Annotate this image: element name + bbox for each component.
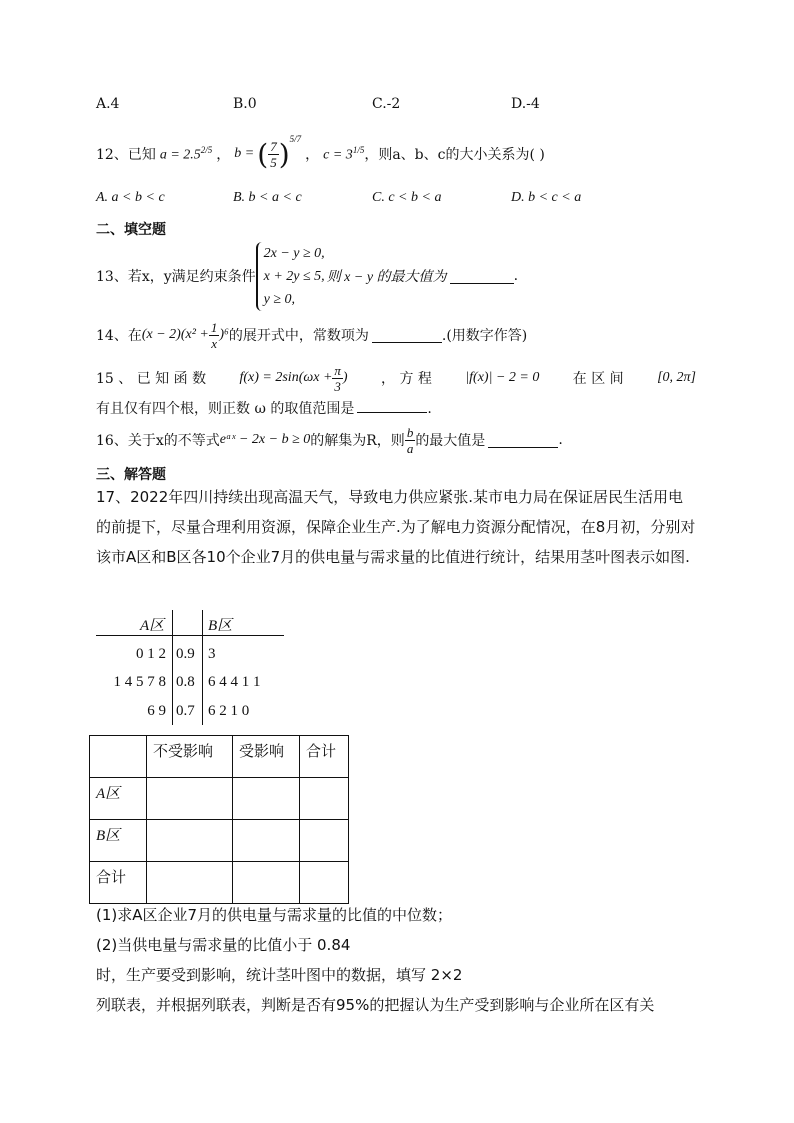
section-answer-heading: 三、解答题 [96, 467, 166, 483]
q15-interval: [0, 2π] [657, 370, 696, 385]
stemleaf-row-right: 3 [208, 646, 216, 662]
q13-tail: 则 x − y 的最大值为 [326, 270, 447, 285]
stemleaf-row-left: 0 1 2 [136, 646, 166, 662]
q14-fraction: $\frac{1}{x}$ [210, 319, 218, 351]
table-cell [233, 778, 300, 820]
q12-option-d: D. b < c < a [511, 190, 582, 205]
section-fill-in-heading: 二、填空题 [96, 222, 166, 238]
q12-b-exp: 5/7 [289, 134, 302, 144]
stemleaf-row-right: 6 2 1 0 [208, 703, 250, 719]
table-row-label: 合计 [90, 862, 147, 904]
q12-a: $a = 2.5^{2/5}$ [159, 144, 213, 163]
q11-option-a: A.4 [96, 96, 120, 112]
table-header-cell: 不受影响 [147, 736, 233, 778]
q12-c: $c = 3^{1/5}$ [323, 144, 365, 163]
q12-lead: 12、已知 [96, 147, 156, 163]
q14-tail: 的展开式中，常数项为 [228, 328, 369, 344]
stemleaf-left-header: A区 [140, 618, 165, 634]
q12-line: 12、已知 $a = 2.5^{2/5}$ ， b = ( $\frac{7}{5}$ ) $^{5/7}$ ， $c = 3^{1/5}$ ，则a、b、c的大小关系为( ) [96, 134, 545, 171]
q14-line: 14、在 (x − 2)(x² + $\frac{1}{x}$ )⁶ 的展开式中，常数项为 .(用数字作答) [96, 319, 528, 351]
stemleaf-row-stem: 0.8 [176, 674, 195, 690]
q16-answer-blank [488, 433, 558, 448]
q12-tail: ，则a、b、c的大小关系为( ) [364, 147, 545, 163]
q16-inequality: eᵃˣ − 2x − b ≥ 0 [219, 432, 311, 447]
q11-option-b: B.0 [233, 96, 257, 112]
table-cell [300, 778, 349, 820]
table-header-cell [90, 736, 147, 778]
table-row-label: B区 [90, 820, 147, 862]
stemleaf-header-rule [96, 635, 284, 636]
stemleaf-row-stem: 0.7 [176, 703, 195, 719]
q17-part2-line1: (2)当供电量与需求量的比值小于 0.84 [96, 936, 351, 954]
q17-problem-text: 17、2022年四川持续出现高温天气，导致电力供应紧张.某市电力局在保证居民生活用电的前提下，尽量合理利用资源，保障企业生产.为了解电力资源分配情况，在8月初，分别对该市A区和B区各10个企业7月的供电量与需求量的比值进行统计，结果用茎叶图表示如图. [96, 488, 696, 566]
q17-part1: (1)求A区企业7月的供电量与需求量的比值的中位数； [96, 906, 453, 924]
table-header-cell: 受影响 [233, 736, 300, 778]
stemleaf-right-header: B区 [208, 618, 233, 634]
q12-b-fraction: $\frac{7}{5}$ [270, 138, 277, 170]
table-cell [233, 862, 300, 904]
q14-answer-blank [372, 328, 442, 343]
table-cell [147, 862, 233, 904]
q14-lead: 14、在 [96, 328, 142, 344]
contingency-table [89, 735, 349, 904]
stemleaf-row-stem: 0.9 [176, 646, 195, 662]
stemleaf-divider-right [202, 610, 203, 725]
q12-b-lhs: b = [234, 146, 255, 161]
q11-option-c: C.-2 [372, 96, 401, 112]
q15-equation: |f(x)| − 2 = 0 [465, 370, 540, 385]
q13-line: 13、若x，y满足约束条件 2x − y ≥ 0, x + 2y ≤ 5, y ≥ 0, 则 x − y 的最大值为 . [96, 240, 518, 312]
stem-leaf-plot [96, 610, 284, 725]
table-cell [300, 862, 349, 904]
table-cell [300, 820, 349, 862]
stemleaf-row-left: 1 4 5 7 8 [113, 674, 166, 690]
q13-answer-blank [450, 269, 514, 284]
q15-line2: 有且仅有四个根，则正数 ω 的取值范围是 . [96, 398, 432, 418]
q17-parts [96, 900, 696, 1020]
q14-expr: (x − 2)(x² + [141, 327, 209, 342]
q17-part2-line2: 时，生产要受到影响，统计茎叶图中的数据，填写 2×2 [96, 966, 463, 984]
stemleaf-row-left: 6 9 [147, 703, 166, 719]
q16-fraction: $\frac{b}{a}$ [406, 424, 414, 456]
q16-line: 16、关于x的不等式 eᵃˣ − 2x − b ≥ 0 的解集为R，则 $\frac{b}{a}$ 的最大值是 . [96, 424, 563, 456]
q16-lead: 16、关于x的不等式 [96, 433, 220, 449]
q15-function: f(x) = 2sin(ωx + $\frac{\pi}{3}$ ) [239, 362, 348, 394]
q13-constraints: 2x − y ≥ 0, x + 2y ≤ 5, y ≥ 0, [256, 242, 325, 311]
q13-lead: 13、若x，y满足约束条件 [96, 269, 256, 285]
q11-option-d: D.-4 [511, 96, 540, 112]
q15-answer-blank [357, 398, 427, 413]
stemleaf-divider-left [172, 610, 173, 725]
table-cell [147, 820, 233, 862]
table-cell [233, 820, 300, 862]
q12-option-a: A. a < b < c [96, 190, 165, 205]
q17-part2-line3: 列联表，并根据列联表，判断是否有95%的把握认为生产受到影响与企业所在区有关 [96, 996, 655, 1014]
q12-option-b: B. b < a < c [233, 190, 302, 205]
q12-option-c: C. c < b < a [372, 190, 442, 205]
q15-line1: 15 、 已 知 函 数 f(x) = 2sin(ωx + $\frac{\pi}{3}$ ) ， 方 程 |f(x)| − 2 = 0 在 区 间 [0, 2π] [96, 362, 696, 394]
table-header-cell: 合计 [300, 736, 349, 778]
table-row-label: A区 [90, 778, 147, 820]
stemleaf-row-right: 6 4 4 1 1 [208, 674, 261, 690]
table-cell [147, 778, 233, 820]
